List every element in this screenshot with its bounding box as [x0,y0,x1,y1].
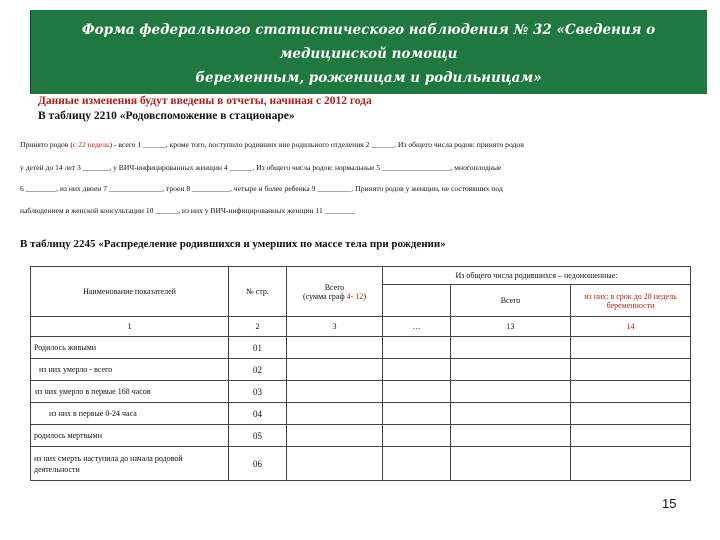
line-1-highlight: с 22 недель [72,140,110,149]
header-total-formula [290,292,379,301]
data-cell [383,381,451,403]
data-cell [383,425,451,447]
column-index-14: 14 [571,317,691,337]
data-cell [287,381,383,403]
data-cell [571,381,691,403]
section-2245-title: В таблицу 2245 «Распределение родившихся и умерших по массе тела при рождении» [20,238,446,250]
header-total-label: Всего [324,282,345,292]
distribution-table [30,266,691,481]
row-label: из них смерть наступила до начала родовой деятельности [31,447,229,481]
column-index-2: 2 [229,317,287,337]
table-row [31,381,691,403]
section-2210-line-2: у детей до 14 лет 3 _______, у ВИЧ-инфицированных женщин 4 ______. Из общего числа родов: нормальные 5 __________________, многоплодные [20,163,502,172]
data-cell [383,447,451,481]
row-number: 02 [229,359,287,381]
section-2210-title: В таблицу 2210 «Родовспоможение в стационаре» [38,110,295,122]
data-cell [451,425,571,447]
data-cell [383,337,451,359]
line-1-end: ) - всего 1 ______, кроме того, поступило родивших вне родильного отделения 2 ______. Из общего числа родов: принято родов [109,140,524,149]
title-banner [30,10,707,94]
data-cell [571,337,691,359]
data-cell [287,447,383,481]
data-cell [571,359,691,381]
table-row [31,337,691,359]
data-cell [571,403,691,425]
data-cell [287,403,383,425]
column-index-13: 13 [451,317,571,337]
data-cell [451,447,571,481]
table-row [31,447,691,481]
column-index-ellipsis: … [383,317,451,337]
header-indicator-name: Наименование показателей [31,267,229,317]
row-number: 03 [229,381,287,403]
page-number: 15 [662,496,677,511]
table-row [31,403,691,425]
data-cell [287,337,383,359]
row-number: 06 [229,447,287,481]
form-title-line-1: Форма федерального статистического наблюдения № 32 «Сведения о медицинской помощи [81,22,656,62]
header-row-number: № стр. [229,267,287,317]
table-row [31,359,691,381]
row-label: из них умерло в первые 168 часов [31,381,229,403]
header-premature-28-weeks: из них: в срок до 28 недель беременности [571,285,691,317]
data-cell [451,337,571,359]
header-total [287,267,383,317]
data-cell [287,359,383,381]
header-premature-group: Из общего числа родившихся – недоношенные: [383,267,691,285]
formula-range: 4- 12 [346,291,364,301]
formula-start: (сумма граф [303,291,347,301]
data-cell [383,359,451,381]
table-row [31,425,691,447]
row-number: 04 [229,403,287,425]
row-number: 05 [229,425,287,447]
data-cell [287,425,383,447]
data-cell [571,425,691,447]
row-label: родилось мертвыми [31,425,229,447]
column-index-row [31,317,691,337]
notice-text: Данные изменения будут введены в отчеты, начиная с 2012 года [38,95,372,107]
section-2210-line-1 [20,140,524,149]
banner-edge [30,10,31,94]
line-1-start: Принято родов ( [20,140,73,149]
data-cell [451,381,571,403]
table-header-row-1 [31,267,691,285]
row-label: из них умерло - всего [31,359,229,381]
data-cell [383,403,451,425]
row-label: Родилось живыми [31,337,229,359]
formula-end: ) [363,291,366,301]
row-number: 01 [229,337,287,359]
section-2210-line-4: наблюдением в женской консультации 10 ______, из них у ВИЧ-инфицированных женщин 11 ________ [20,206,356,215]
data-cell [451,403,571,425]
header-premature-total: Всего [451,285,571,317]
form-title [50,18,687,90]
data-cell [451,359,571,381]
row-label: из них в первые 0-24 часа [31,403,229,425]
header-empty-cell [383,285,451,317]
column-index-1: 1 [31,317,229,337]
data-cell [571,447,691,481]
column-index-3: 3 [287,317,383,337]
section-2210-line-3: 6 ________, из них двоен 7 ______________, троен 8 __________, четыре и более ребенка 9 _________. Принято родов у женщин, не состоявших под [20,184,503,193]
form-title-line-2: беременным, роженицам и родильницам» [195,70,542,86]
